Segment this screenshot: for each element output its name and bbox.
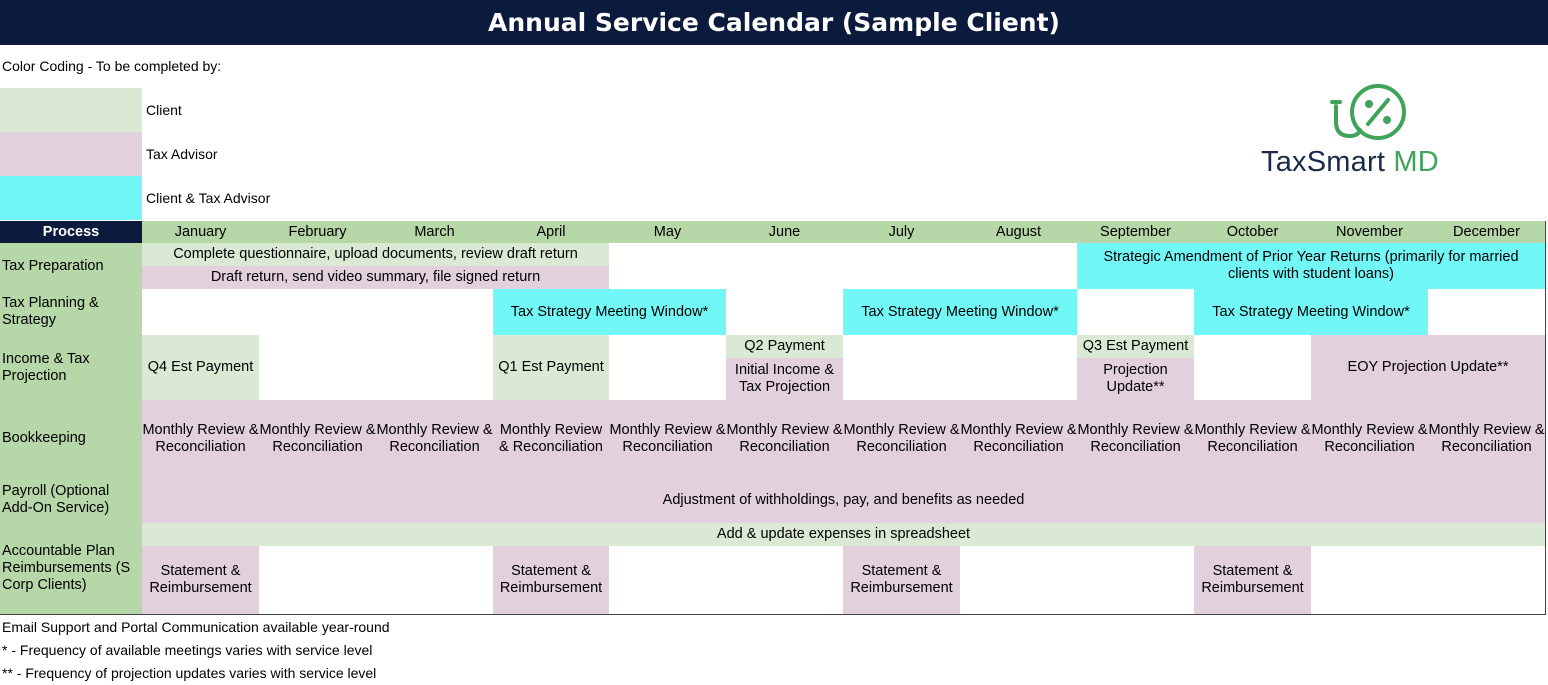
task-statement-reimbursement: Statement & Reimbursement xyxy=(493,546,610,615)
task-payroll-adjustment: Adjustment of withholdings, pay, and benefits as needed xyxy=(142,477,1546,524)
legend-swatch-client xyxy=(0,88,142,132)
page-title: Annual Service Calendar (Sample Client) xyxy=(0,0,1548,45)
taxsmart-logo xyxy=(1258,82,1488,182)
task-statement-reimbursement: Statement & Reimbursement xyxy=(1194,546,1312,615)
task-amendment: Strategic Amendment of Prior Year Returns (primarily for married clients with student loans) xyxy=(1077,243,1546,290)
empty-cell xyxy=(259,546,494,615)
process-label-bookkeeping: Bookkeeping xyxy=(0,400,143,478)
task-q1-est-payment: Q1 Est Payment xyxy=(493,335,610,401)
legend-label-tax-advisor: Tax Advisor xyxy=(146,146,218,162)
month-header-october: October xyxy=(1194,221,1312,244)
process-header: Process xyxy=(0,221,143,244)
empty-cell xyxy=(142,289,494,336)
empty-cell xyxy=(259,335,494,401)
empty-cell xyxy=(609,335,727,401)
month-header-august: August xyxy=(960,221,1078,244)
task-monthly-review: Monthly Review & Reconciliation xyxy=(493,400,610,478)
task-monthly-review: Monthly Review & Reconciliation xyxy=(259,400,377,478)
task-initial-projection: Initial Income & Tax Projection xyxy=(726,358,844,401)
footer-note-projections: ** - Frequency of projection updates varies with service level xyxy=(2,665,377,681)
task-advisor-tax-preparation: Draft return, send video summary, file signed return xyxy=(142,266,610,290)
empty-cell xyxy=(1194,335,1312,401)
process-label-tax-planning: Tax Planning & Strategy xyxy=(0,289,143,336)
month-header-april: April xyxy=(493,221,610,244)
task-statement-reimbursement: Statement & Reimbursement xyxy=(142,546,260,615)
task-monthly-review: Monthly Review & Reconciliation xyxy=(960,400,1078,478)
task-monthly-review: Monthly Review & Reconciliation xyxy=(1194,400,1312,478)
task-monthly-review: Monthly Review & Reconciliation xyxy=(142,400,260,478)
month-header-january: January xyxy=(142,221,260,244)
task-q2-payment: Q2 Payment xyxy=(726,335,844,359)
process-label-tax-preparation: Tax Preparation xyxy=(0,243,143,290)
month-header-march: March xyxy=(376,221,494,244)
task-meeting-window-1: Tax Strategy Meeting Window* xyxy=(493,289,727,336)
footer-note-meetings: * - Frequency of available meetings varies with service level xyxy=(2,642,373,658)
month-header-november: November xyxy=(1311,221,1429,244)
month-header-may: May xyxy=(609,221,727,244)
legend-caption: Color Coding - To be completed by: xyxy=(2,58,222,74)
empty-cell xyxy=(726,289,844,336)
month-header-june: June xyxy=(726,221,844,244)
empty-cell xyxy=(1311,546,1546,615)
empty-cell xyxy=(609,546,844,615)
empty-cell xyxy=(1077,289,1195,336)
empty-cell xyxy=(1428,289,1546,336)
task-meeting-window-2: Tax Strategy Meeting Window* xyxy=(843,289,1078,336)
task-meeting-window-3: Tax Strategy Meeting Window* xyxy=(1194,289,1429,336)
task-statement-reimbursement: Statement & Reimbursement xyxy=(843,546,961,615)
task-monthly-review: Monthly Review & Reconciliation xyxy=(1077,400,1195,478)
legend-label-both: Client & Tax Advisor xyxy=(146,190,271,206)
month-header-september: September xyxy=(1077,221,1195,244)
month-header-february: February xyxy=(259,221,377,244)
task-projection-update: Projection Update** xyxy=(1077,358,1195,401)
task-q4-est-payment: Q4 Est Payment xyxy=(142,335,260,401)
legend-swatch-tax-advisor xyxy=(0,132,142,176)
legend-swatch-both xyxy=(0,176,142,220)
month-header-july: July xyxy=(843,221,961,244)
task-monthly-review: Monthly Review & Reconciliation xyxy=(376,400,494,478)
process-label-accountable-plan: Accountable Plan Reimbursements (S Corp Clients) xyxy=(0,523,143,615)
task-monthly-review: Monthly Review & Reconciliation xyxy=(609,400,727,478)
task-monthly-review: Monthly Review & Reconciliation xyxy=(1311,400,1429,478)
task-q3-est-payment: Q3 Est Payment xyxy=(1077,335,1195,359)
task-monthly-review: Monthly Review & Reconciliation xyxy=(843,400,961,478)
stethoscope-percent-icon xyxy=(1330,82,1410,144)
empty-cell xyxy=(843,335,1078,401)
empty-cell xyxy=(960,546,1195,615)
process-label-payroll: Payroll (Optional Add-On Service) xyxy=(0,477,143,524)
task-monthly-review: Monthly Review & Reconciliation xyxy=(726,400,844,478)
task-client-tax-preparation: Complete questionnaire, upload documents, review draft return xyxy=(142,243,610,267)
process-label-income-projection: Income & Tax Projection xyxy=(0,335,143,401)
month-header-december: December xyxy=(1428,221,1546,244)
footer-note-support: Email Support and Portal Communication available year-round xyxy=(2,619,390,635)
task-monthly-review: Monthly Review & Reconciliation xyxy=(1428,400,1546,478)
legend-label-client: Client xyxy=(146,102,182,118)
task-update-expenses: Add & update expenses in spreadsheet xyxy=(142,523,1546,547)
logo-wordmark xyxy=(1261,146,1439,179)
logo-brand-suffix: MD xyxy=(1393,146,1439,178)
empty-cell xyxy=(609,243,1078,290)
logo-brand-main: TaxSmart xyxy=(1261,146,1386,178)
task-eoy-projection-update: EOY Projection Update** xyxy=(1311,335,1546,401)
